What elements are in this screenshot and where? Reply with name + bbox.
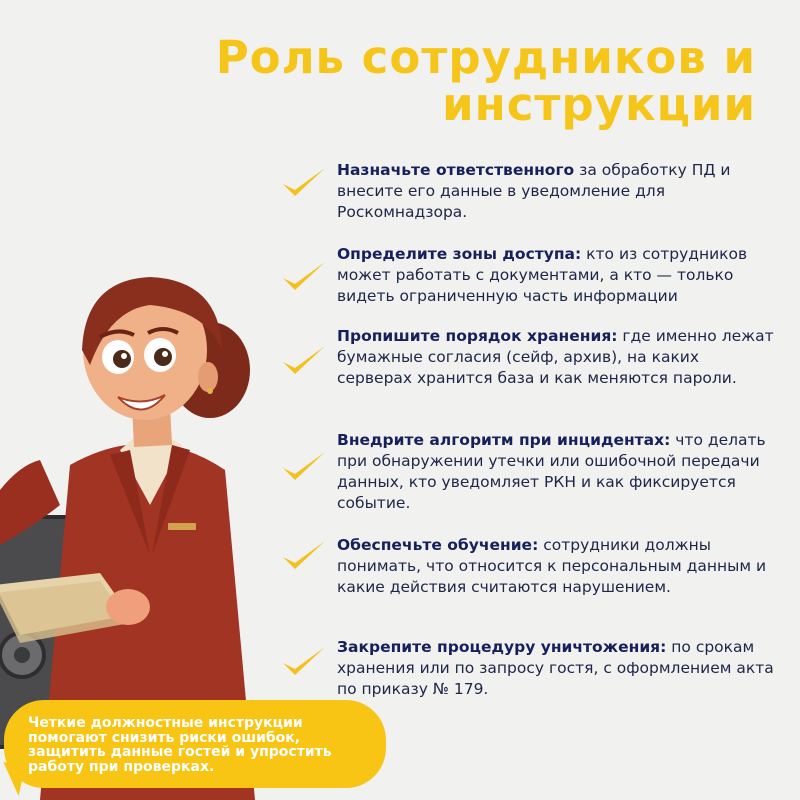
- checkmark-icon: [280, 537, 328, 573]
- callout-text: Четкие должностные инструкции помогают снизить риски ошибок, защитить данные гостей и упростить работу при проверках.: [28, 715, 332, 775]
- item-title: Обеспечьте обучение:: [337, 536, 539, 554]
- checkmark-icon: [280, 258, 328, 294]
- item-description: за обработку ПД и внесите его данные в уведомление для Роскомнадзора.: [337, 161, 731, 221]
- checkmark-icon: [280, 448, 328, 484]
- checkmark-icon: [280, 164, 328, 200]
- page-title: [156, 31, 756, 131]
- title-line-2: инструкции: [442, 78, 756, 131]
- item-title: Определите зоны доступа:: [337, 245, 582, 263]
- item-description: где именно лежат бумажные согласия (сейф, архив), на каких серверах хранится база и как меняются пароли.: [337, 327, 774, 387]
- item-description: кто из сотрудников может работать с документами, а кто — только видеть ограниченную часть информации: [337, 245, 748, 305]
- checkmark-icon: [280, 342, 328, 378]
- item-description: что делать при обнаружении утечки или ошибочной передачи данных, кто уведомляет РКН и как фиксируется событие.: [337, 431, 766, 512]
- title-line-1: Роль сотрудников и: [215, 31, 756, 84]
- item-description: по срокам хранения или по запросу гостя, с оформлением акта по приказу № 179.: [337, 638, 774, 698]
- item-title: Закрепите процедуру уничтожения:: [337, 638, 667, 656]
- item-title: Назначьте ответственного: [337, 161, 575, 179]
- checkmark-icon: [280, 643, 328, 679]
- item-title: Пропишите порядок хранения:: [337, 327, 618, 345]
- item-title: Внедрите алгоритм при инцидентах:: [337, 431, 671, 449]
- item-description: сотрудники должны понимать, что относится к персональным данным и какие действия считаются нарушением.: [337, 536, 767, 596]
